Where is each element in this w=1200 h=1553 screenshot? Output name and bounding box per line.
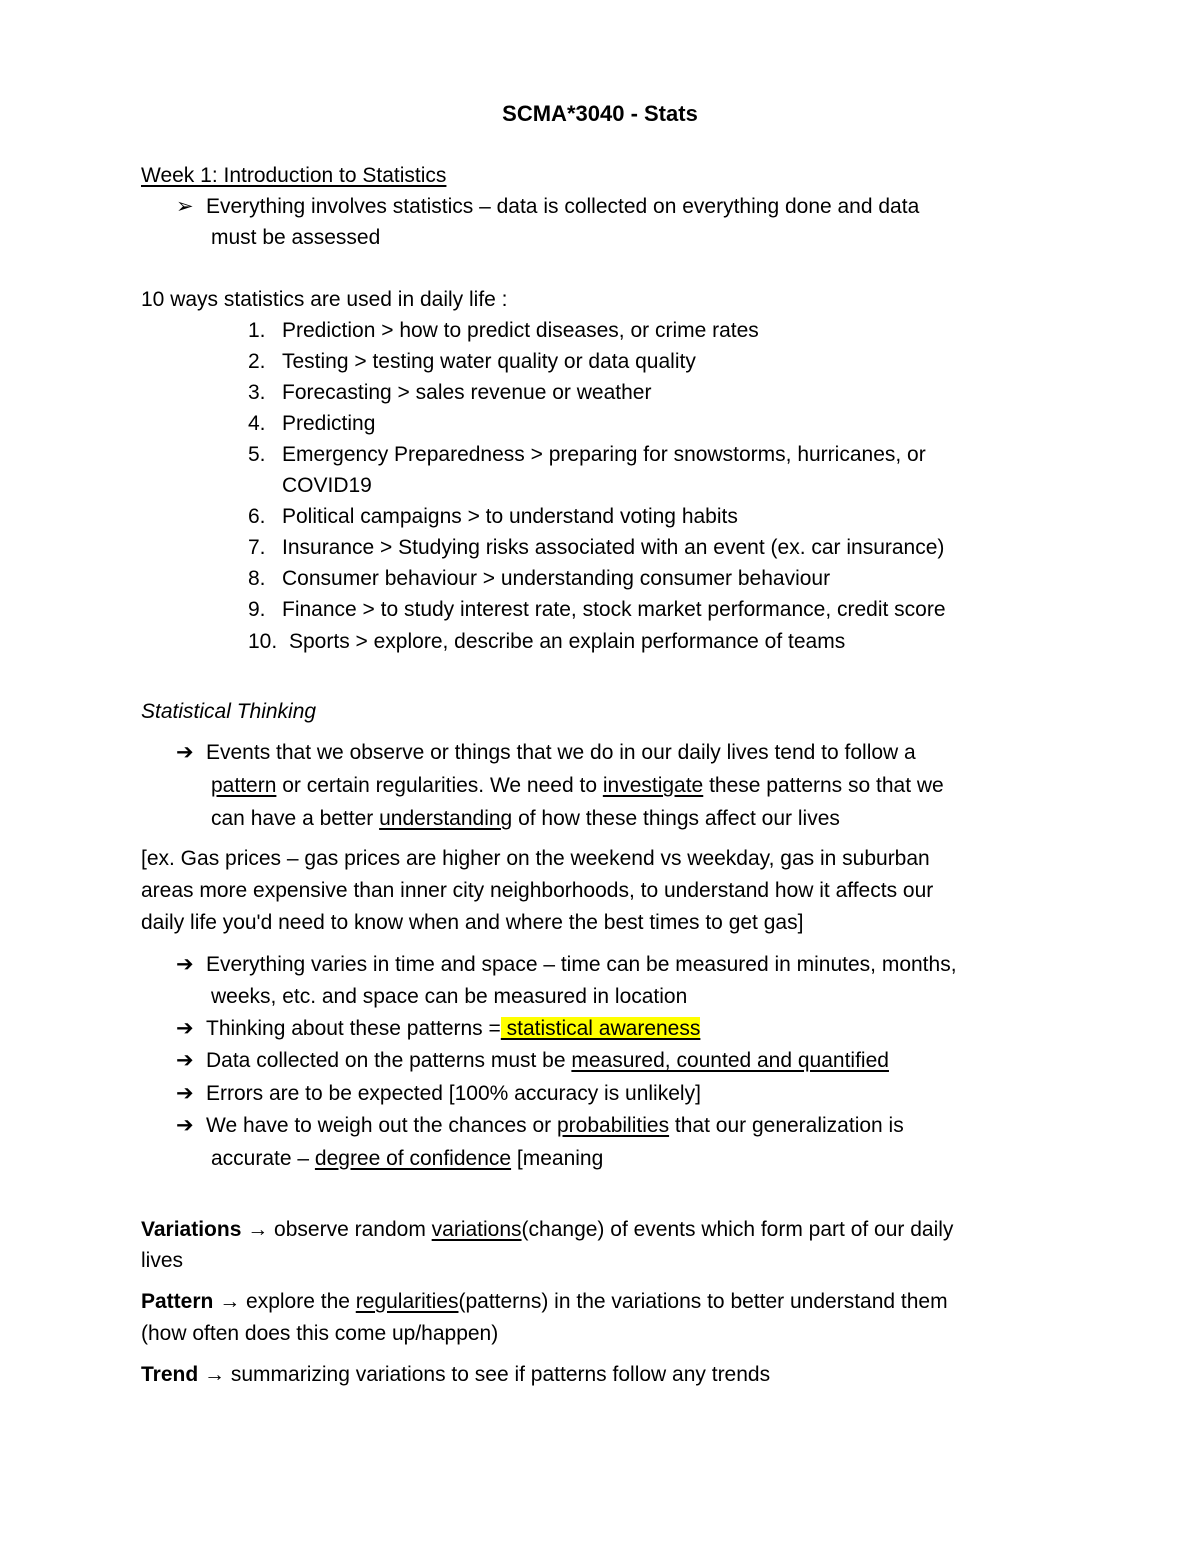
list-item	[248, 346, 696, 377]
list-item	[248, 439, 926, 470]
example-line3: daily life you'd need to know when and where the best times to get gas]	[141, 911, 804, 934]
highlighted-term: statistical awareness	[500, 1017, 701, 1040]
ways-heading: 10 ways statistics are used in daily life :	[141, 288, 508, 311]
list-number: 6.	[248, 505, 266, 528]
definition-text: (change) of events which form part of our daily	[521, 1218, 954, 1241]
arrow-bullet-icon: ➔	[176, 741, 194, 764]
definition-term: Trend	[141, 1363, 199, 1386]
probabilities-bullet-line2	[211, 1143, 603, 1174]
list-item	[248, 315, 759, 346]
page-title: SCMA*3040 - Stats	[502, 101, 698, 126]
example-line2: areas more expensive than inner city neighborhoods, to understand how it affects our	[141, 879, 934, 902]
definition-text: → observe random	[241, 1218, 432, 1241]
varies-bullet-line2: weeks, etc. and space can be measured in location	[211, 985, 688, 1008]
variations-definition	[141, 1214, 953, 1245]
list-number: 2.	[248, 350, 266, 373]
definition-term: Variations	[141, 1218, 242, 1241]
week-heading: Week 1: Introduction to Statistics	[141, 164, 447, 187]
list-item-text: Consumer behaviour > understanding consumer behaviour	[282, 567, 831, 590]
arrow-bullet-icon: ➔	[176, 1017, 194, 1040]
list-item-text: Sports > explore, describe an explain performance of teams	[289, 630, 846, 653]
variations-definition-line2: lives	[141, 1249, 184, 1272]
bullet-text: of how these things affect our lives	[512, 807, 840, 830]
measured-bullet	[176, 1045, 889, 1076]
list-item-text: Insurance > Studying risks associated with an event (ex. car insurance)	[282, 536, 945, 559]
bullet-text: that our generalization is	[669, 1114, 904, 1137]
list-number: 4.	[248, 412, 266, 435]
intro-bullet-line2: must be assessed	[211, 226, 381, 249]
definition-text: (patterns) in the variations to better understand them	[458, 1290, 948, 1313]
list-number: 3.	[248, 381, 266, 404]
pattern-definition-line2: (how often does this come up/happen)	[141, 1322, 499, 1345]
underlined-term: understanding	[379, 807, 513, 830]
thinking-heading: Statistical Thinking	[141, 700, 317, 723]
list-number: 9.	[248, 598, 266, 621]
bullet-text: Events that we observe or things that we do in our daily lives tend to follow a	[206, 741, 916, 764]
list-number: 1.	[248, 319, 266, 342]
list-item-text: Forecasting > sales revenue or weather	[282, 381, 652, 404]
arrow-bullet-icon: ➔	[176, 1082, 194, 1105]
arrow-bullet-icon: ➔	[176, 953, 194, 976]
pattern-definition	[141, 1286, 948, 1317]
list-item-text: Finance > to study interest rate, stock market performance, credit score	[282, 598, 946, 621]
list-item	[248, 563, 830, 594]
definition-text: → summarizing variations to see if patterns follow any trends	[198, 1363, 771, 1386]
bullet-text: Thinking about these patterns =	[206, 1017, 501, 1040]
list-item-text: Emergency Preparedness > preparing for snowstorms, hurricanes, or	[282, 443, 926, 466]
varies-bullet	[176, 949, 957, 980]
list-item	[248, 532, 944, 563]
list-item	[248, 501, 738, 532]
bullet-text: accurate –	[211, 1147, 315, 1170]
definition-text: → explore the	[213, 1290, 356, 1313]
list-item	[248, 626, 845, 657]
list-item-text: Testing > testing water quality or data quality	[282, 350, 696, 373]
list-item	[248, 408, 375, 439]
probabilities-bullet	[176, 1110, 904, 1141]
underlined-term: probabilities	[557, 1114, 670, 1137]
trend-definition	[141, 1359, 770, 1390]
list-item-continuation: COVID19	[282, 474, 372, 497]
bullet-text: We have to weigh out the chances or	[206, 1114, 557, 1137]
intro-bullet-line1: Everything involves statistics – data is collected on everything done and data	[206, 195, 920, 218]
list-item-text: Predicting	[282, 412, 376, 435]
list-item	[248, 377, 651, 408]
thinking-bullet-line2	[211, 770, 944, 801]
underlined-term: investigate	[602, 774, 704, 797]
intro-bullet	[176, 191, 919, 222]
bullet-text: Errors are to be expected [100% accuracy is unlikely]	[206, 1082, 701, 1105]
list-item-text: Prediction > how to predict diseases, or crime rates	[282, 319, 759, 342]
bullet-text: can have a better	[211, 807, 380, 830]
list-number: 7.	[248, 536, 266, 559]
list-number: 5.	[248, 443, 266, 466]
awareness-bullet	[176, 1013, 700, 1044]
errors-bullet	[176, 1078, 701, 1109]
example-line1: [ex. Gas prices – gas prices are higher on the weekend vs weekday, gas in suburban	[141, 847, 930, 870]
bullet-text: Data collected on the patterns must be	[206, 1049, 572, 1072]
bullet-text: Everything varies in time and space – time can be measured in minutes, months,	[206, 953, 957, 976]
underlined-term: measured, counted and quantified	[571, 1049, 889, 1072]
definition-term: Pattern	[141, 1290, 214, 1313]
bullet-text: [meaning	[511, 1147, 604, 1170]
arrowhead-bullet-icon: ➢	[176, 195, 194, 218]
underlined-term: variations	[431, 1218, 522, 1241]
underlined-term: degree of confidence	[314, 1147, 512, 1170]
bullet-text: or certain regularities. We need to	[276, 774, 603, 797]
thinking-bullet-line3	[211, 803, 840, 834]
list-number: 10.	[248, 630, 278, 653]
bullet-text: these patterns so that we	[703, 774, 944, 797]
arrow-bullet-icon: ➔	[176, 1114, 194, 1137]
list-number: 8.	[248, 567, 266, 590]
list-item-text: Political campaigns > to understand voting habits	[282, 505, 738, 528]
arrow-bullet-icon: ➔	[176, 1049, 194, 1072]
thinking-bullet	[176, 737, 916, 768]
list-item	[248, 594, 946, 625]
underlined-term: regularities	[355, 1290, 459, 1313]
underlined-term: pattern	[211, 774, 277, 797]
